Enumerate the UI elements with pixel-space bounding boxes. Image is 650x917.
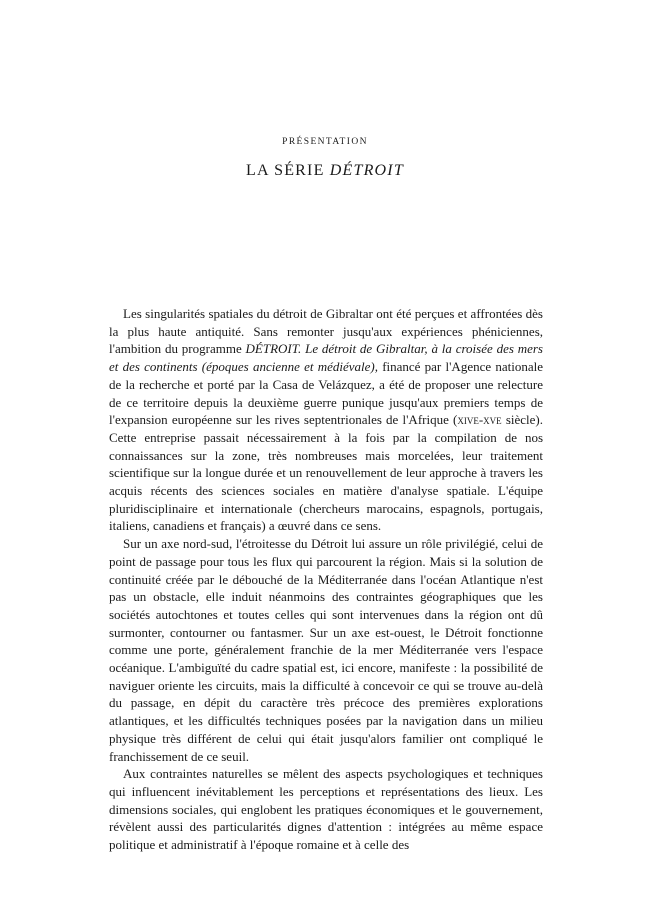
page-title xyxy=(0,162,650,180)
title-prefix: LA SÉRIE xyxy=(246,162,330,179)
paragraph-1-part-c: siècle). Cette entreprise passait nécessairement à la fois par la compilation de nos connaissances sur la zone, très nombreuses mais morcelées, leur traitement scientifique sur la longue durée et un renouvellement de leur approche à travers les acquis récents des sciences sociales en matière d'analyse spatiale. L'équipe pluridisciplinaire et internationale (chercheurs marocains, espagnols, portugais, italiens, canadiens et français) a œuvré dans ce sens. xyxy=(109,412,543,534)
body-text xyxy=(109,305,543,854)
paragraph-2: Sur un axe nord-sud, l'étroitesse du Détroit lui assure un rôle privilégié, celui de point de passage pour tous les flux qui parcourent la région. Mais si la solution de continuité créée par le débouché de la Méditerranée dans l'océan Atlantique n'est pas un obstacle, elle induit néanmoins des contraintes géographiques que les sociétés autochtones et toutes celles qui sont intervenues dans la région ont dû surmonter, contourner ou fantasmer. Sur un axe est-ouest, le Détroit fonctionne comme une porte, généralement franchie de la mer Méditerranée vers l'espace océanique. L'ambiguïté du cadre spatial est, ici encore, manifeste : la possibilité de naviguer oriente les circuits, mais la difficulté à concevoir ce qui se trouve au-delà du passage, en dépit du caractère très précoce des premières explorations atlantiques, et les difficultés techniques posées par la navigation dans un milieu physique très différent de celui qui était jusqu'alors familier ont compliqué le franchissement de ce seuil. xyxy=(109,536,543,764)
title-italic: DÉTROIT xyxy=(329,162,404,179)
paragraph-3: Aux contraintes naturelles se mêlent des aspects psychologiques et techniques qui influencent inévitablement les perceptions et représentations des lieux. Les dimensions sociales, qui englobent les pratiques économiques et le gouvernement, révèlent aussi des particularités dignes d'attention : intégrées au même espace politique et administratif à l'époque romaine et à celle des xyxy=(109,766,543,853)
paragraph-1-part-a: Les singularités spatiales du détroit de Gibraltar ont été perçues et affrontées dès la plus haute antiquité. Sans remonter jusqu'aux expériences phéniciennes, l'ambition du programme xyxy=(109,306,543,357)
paragraph-1 xyxy=(109,305,543,535)
programme-title: DÉTROIT. Le détroit de Gibraltar, à la croisée des mers et des continents (époques ancienne et médiévale), xyxy=(109,341,543,375)
paragraph-1-part-b: financé par l'Agence nationale de la recherche et porté par la Casa de Velázquez, a été de proposer une relecture de ce territoire depuis la deuxième guerre punique jusqu'aux premiers temps de l'expansion européenne sur les rives septentrionales de l'Afrique ( xyxy=(109,359,543,428)
century-range: xive-xve xyxy=(457,412,502,428)
section-kicker: PRÉSENTATION xyxy=(282,137,368,147)
